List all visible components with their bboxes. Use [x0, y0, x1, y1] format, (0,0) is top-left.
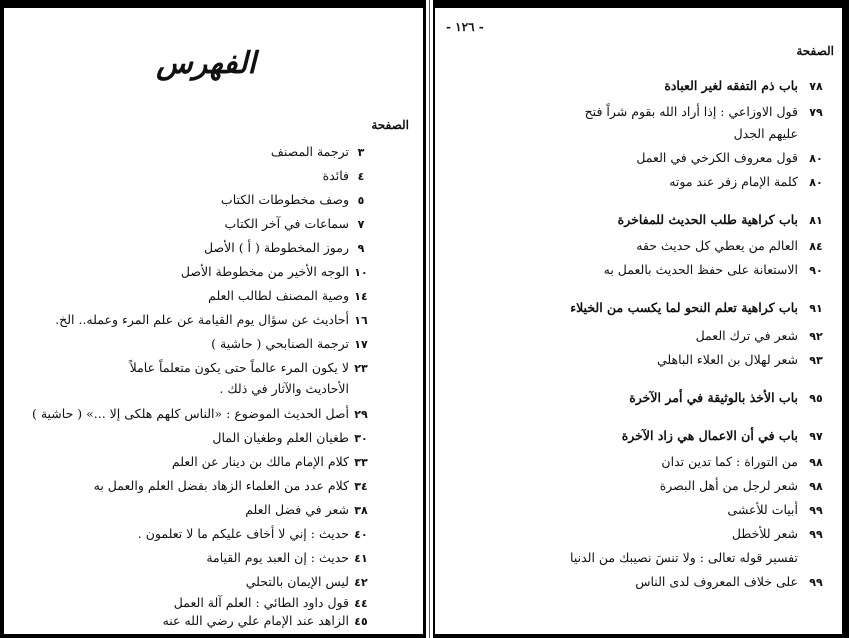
entry-continuation: الأحاديث والآثار في ذلك . — [219, 381, 349, 396]
entry-page-number: ٢٣ — [354, 362, 368, 375]
index-entry — [732, 526, 828, 541]
entry-page-number: ٧٩ — [809, 106, 823, 119]
entry-page-number: ٥ — [357, 194, 365, 207]
entry-page-number: ٩٩ — [809, 528, 823, 541]
entry-title: باب الأخذ بالوثيقة في أمر الآخرة — [629, 390, 798, 405]
entry-title: شعر لهلال بن العلاء الباهلي — [656, 352, 798, 367]
entry-page-number: ٧ — [357, 218, 365, 231]
index-entry — [32, 406, 373, 421]
page-column-header: الصفحة — [371, 118, 409, 132]
index-chapter-entry — [618, 212, 828, 227]
entry-title: شعر لرجل من أهل البصرة — [659, 478, 798, 493]
entry-title: حديث : إني لا أخاف عليكم ما لا تعلمون . — [137, 526, 349, 541]
entry-page-number: ٩٩ — [809, 504, 823, 517]
entry-title: العالم من يعطي كل حديث حقه — [636, 238, 798, 253]
entry-page-number: ٤٠ — [354, 528, 368, 541]
entry-title: كلمة الإمام زفر عند موته — [669, 174, 798, 189]
index-entry — [271, 144, 373, 159]
index-chapter-entry — [664, 78, 828, 93]
entry-page-number: ٩٥ — [809, 392, 823, 405]
entry-title: رموز المخطوطة ( أ ) الأصل — [204, 240, 349, 255]
index-entry — [669, 174, 828, 189]
entry-title: سماعات في آخر الكتاب — [224, 216, 349, 231]
index-entry — [211, 336, 373, 351]
entry-title: ترجمة الصنابحي ( حاشية ) — [211, 336, 349, 351]
right-page — [438, 8, 840, 634]
entry-page-number: ٣٨ — [354, 504, 368, 517]
index-entry — [657, 352, 828, 367]
index-entry — [221, 192, 373, 207]
index-entry — [212, 430, 373, 445]
entry-page-number: ٩٨ — [809, 480, 823, 493]
entry-title: الزاهد عند الإمام علي رضي الله عنه — [162, 613, 349, 628]
entry-title: وصية المصنف لطالب العلم — [208, 288, 349, 303]
index-entry — [636, 238, 828, 253]
left-page — [6, 8, 421, 634]
index-entry — [727, 502, 828, 517]
index-title: الفهرس — [156, 46, 256, 81]
entry-page-number: ٨١ — [809, 214, 823, 227]
entry-page-number: ٣٤ — [354, 480, 368, 493]
entry-page-number: ٤٢ — [354, 576, 368, 589]
index-entry — [204, 240, 373, 255]
entry-page-number: ٤ — [357, 170, 365, 183]
index-entry — [585, 104, 828, 119]
index-entry — [172, 454, 373, 469]
entry-page-number: ٤١ — [354, 552, 368, 565]
entry-page-number: ٣٠ — [354, 432, 368, 445]
index-entry — [130, 360, 373, 375]
index-entry — [604, 262, 828, 277]
entry-page-number: ٩٩ — [809, 576, 823, 589]
entry-title: ترجمة المصنف — [270, 144, 349, 159]
entry-page-number: ٤٥ — [354, 615, 368, 628]
entry-page-number: ١٤ — [354, 290, 368, 303]
entry-page-number: ٣٣ — [354, 456, 368, 469]
index-entry — [181, 264, 373, 279]
entry-title: كلام الإمام مالك بن دينار عن العلم — [171, 454, 349, 469]
entry-title: حديث : إن العبد يوم القيامة — [206, 550, 349, 565]
index-entry — [323, 168, 373, 183]
entry-title: وصف مخطوطات الكتاب — [220, 192, 349, 207]
index-entry — [208, 288, 373, 303]
entry-page-number: ٩٧ — [809, 430, 823, 443]
index-entry — [246, 574, 373, 589]
index-entry — [206, 550, 373, 565]
entry-title: باب ذم التفقه لغير العبادة — [664, 78, 798, 93]
entry-title: على خلاف المعروف لدى الناس — [635, 574, 798, 589]
entry-page-number: ٩٨ — [809, 456, 823, 469]
index-entry — [660, 478, 828, 493]
index-entry — [163, 613, 373, 628]
entry-title: شعر في فضل العلم — [245, 502, 349, 517]
entry-title: ليس الإيمان بالتحلي — [245, 574, 349, 589]
entry-title: طغيان العلم وطغيان المال — [212, 430, 349, 445]
entry-title: كلام عدد من العلماء الزهاد بفضل العلم والعمل به — [93, 478, 349, 493]
entry-continuation: عليهم الجدل — [733, 126, 798, 141]
index-chapter-entry — [629, 390, 828, 405]
entry-page-number: ٩١ — [809, 302, 823, 315]
entry-page-number: ٤٤ — [354, 597, 368, 610]
entry-page-number: ٩٣ — [809, 354, 823, 367]
entry-page-number: ١٧ — [354, 338, 368, 351]
index-entry — [94, 478, 373, 493]
entry-page-number: ٧٨ — [809, 80, 823, 93]
entry-title: أحاديث عن سؤال يوم القيامة عن علم المرء وعمله.. الخ. — [55, 312, 349, 327]
page-column-header: الصفحة — [796, 44, 834, 58]
entry-title: من التوراة : كما تدين تدان — [661, 454, 798, 469]
entry-title: باب كراهية طلب الحديث للمفاخرة — [617, 212, 798, 227]
entry-page-number: ٢٩ — [354, 408, 368, 421]
page-frame-left — [0, 0, 4, 638]
entry-title: قول داود الطائي : العلم آلة العمل — [173, 595, 349, 610]
entry-title: قول معروف الكرخي في العمل — [636, 150, 798, 165]
entry-title: شعر للأخطل — [731, 526, 798, 541]
index-entry — [55, 312, 373, 327]
index-entry — [245, 502, 373, 517]
entry-title: أبيات للأعشى — [727, 502, 798, 517]
entry-page-number: ٨٠ — [809, 176, 823, 189]
index-entry — [636, 150, 828, 165]
entry-title: لا يكون المرء عالماً حتى يكون متعلماً عاملاً — [129, 360, 349, 375]
entry-page-number: ٩ — [357, 242, 365, 255]
index-entry — [696, 328, 828, 343]
entry-page-number: ٣ — [357, 146, 365, 159]
index-entry — [635, 574, 828, 589]
index-entry — [661, 454, 828, 469]
page-number: - ١٢٦ - — [446, 20, 484, 34]
entry-title: أصل الحديث الموضوع : «الناس كلهم هلكى إلا ...» ( حاشية ) — [31, 406, 349, 421]
index-entry — [138, 526, 373, 541]
index-chapter-entry — [622, 428, 828, 443]
entry-page-number: ٩٠ — [809, 264, 823, 277]
entry-continuation: تفسير قوله تعالى : ولا تنسَ نصيبك من الدنيا — [570, 550, 798, 565]
entry-page-number: ١٦ — [354, 314, 368, 327]
entry-page-number: ٩٢ — [809, 330, 823, 343]
index-chapter-entry — [570, 300, 828, 315]
book-gutter — [423, 0, 435, 638]
entry-title: فائدة — [322, 168, 349, 183]
entry-page-number: ٨٠ — [809, 152, 823, 165]
entry-page-number: ٨٤ — [809, 240, 823, 253]
page-frame-right — [842, 0, 849, 638]
entry-title: قول الاوزاعي : إذا أراد الله بقوم شراً فتح — [584, 104, 798, 119]
index-entry — [174, 595, 373, 610]
index-entry — [225, 216, 374, 231]
entry-page-number: ١٠ — [354, 266, 368, 279]
entry-title: شعر في ترك العمل — [695, 328, 798, 343]
entry-title: الاستعانة على حفظ الحديث بالعمل به — [603, 262, 798, 277]
entry-title: باب كراهية تعلم النحو لما يكسب من الخيلاء — [570, 300, 798, 315]
entry-title: باب في أن الاعمال هي زاد الآخرة — [621, 428, 798, 443]
entry-title: الوجه الأخير من مخطوطة الأصل — [180, 264, 349, 279]
